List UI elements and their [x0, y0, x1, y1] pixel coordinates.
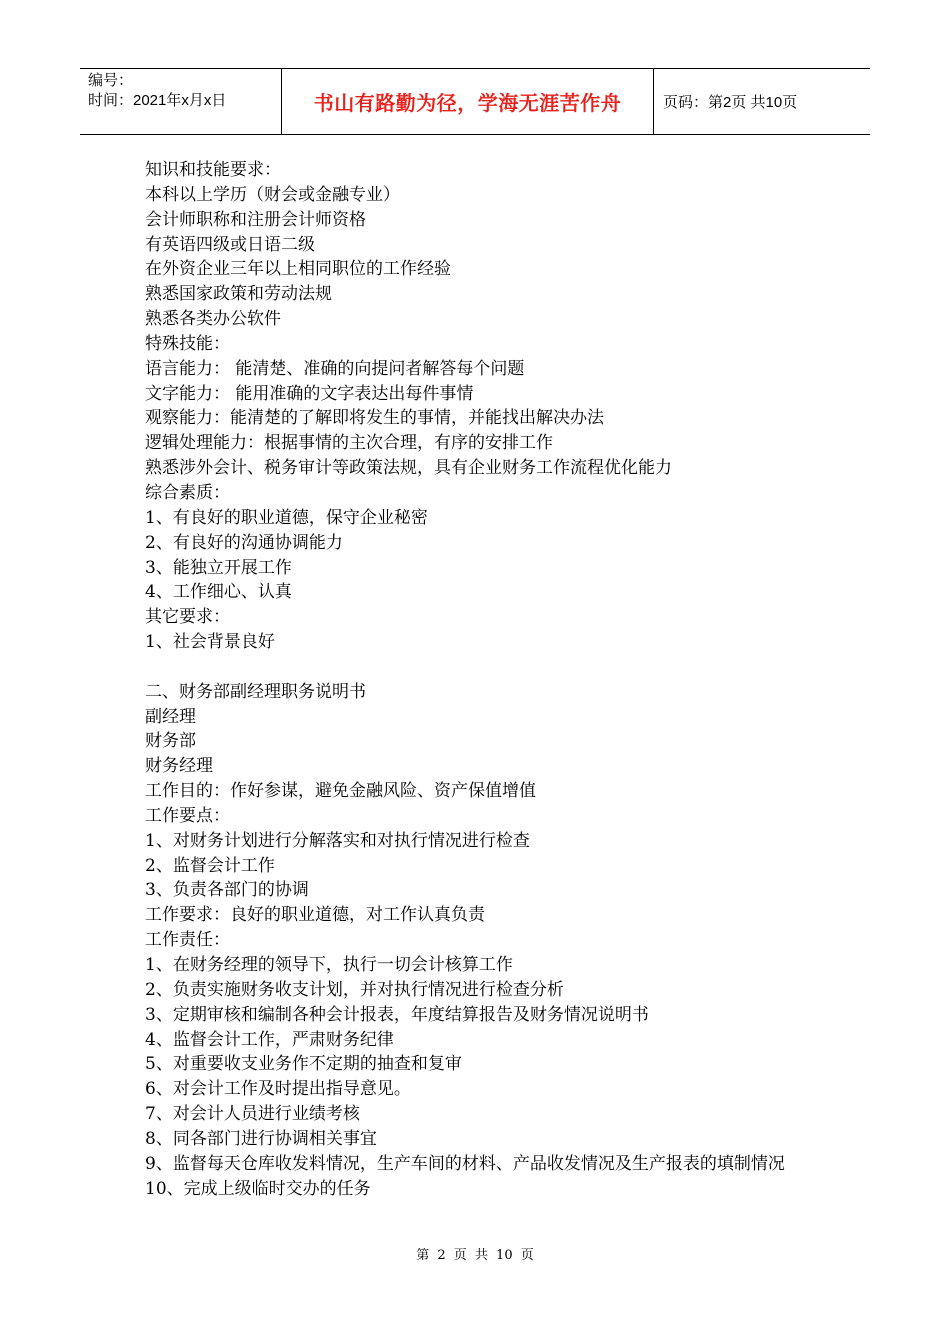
blank-line — [145, 655, 825, 680]
text-line: 3、定期审核和编制各种会计报表，年度结算报告及财务情况说明书 — [145, 1004, 649, 1025]
text-line: 2、有良好的沟通协调能力 — [145, 532, 343, 553]
text-line: 1、有良好的职业道德，保守企业秘密 — [145, 507, 428, 528]
text-line: 特殊技能： — [145, 333, 230, 354]
text-line: 1、对财务计划进行分解落实和对执行情况进行检查 — [145, 830, 530, 851]
text-line: 工作目的：作好参谋，避免金融风险、资产保值增值 — [145, 781, 536, 802]
text-line: 综合素质： — [145, 482, 230, 503]
text-line: 副经理 — [145, 706, 196, 727]
text-line: 工作要点： — [145, 805, 230, 826]
text-line: 工作责任： — [145, 930, 230, 951]
text-line: 财务经理 — [145, 756, 213, 777]
page-header — [80, 68, 870, 135]
text-line: 5、对重要收支业务作不定期的抽查和复审 — [145, 1054, 462, 1075]
text-line: 3、负责各部门的协调 — [145, 880, 309, 901]
text-line: 二、财务部副经理职务说明书 — [145, 681, 366, 702]
text-line: 语言能力： 能清楚、准确的向提问者解答每个问题 — [145, 358, 525, 379]
text-line: 3、能独立开展工作 — [145, 557, 292, 578]
text-line: 4、监督会计工作，严肃财务纪律 — [145, 1029, 394, 1050]
text-line: 熟悉国家政策和劳动法规 — [145, 284, 332, 305]
text-line: 1、社会背景良好 — [145, 632, 275, 653]
header-meta — [80, 69, 282, 134]
header-motto: 书山有路勤为径，学海无涯苦作舟 — [282, 69, 654, 134]
text-line: 2、监督会计工作 — [145, 855, 275, 876]
text-line: 其它要求： — [145, 607, 230, 628]
text-line: 2、负责实施财务收支计划，并对执行情况进行检查分析 — [145, 979, 564, 1000]
text-line: 文字能力： 能用准确的文字表达出每件事情 — [145, 383, 474, 404]
document-body — [145, 158, 825, 1201]
document-number-label: 编号： — [88, 72, 134, 89]
document-time-label: 时间：2021年x月x日 — [88, 92, 227, 109]
text-line: 会计师职称和注册会计师资格 — [145, 209, 366, 230]
text-line: 本科以上学历（财会或金融专业） — [145, 184, 400, 205]
text-line: 1、在财务经理的领导下，执行一切会计核算工作 — [145, 955, 513, 975]
text-line: 9、监督每天仓库收发料情况，生产车间的材料、产品收发情况及生产报表的填制情况 — [145, 1153, 785, 1174]
text-line: 知识和技能要求： — [145, 160, 281, 180]
text-line: 7、对会计人员进行业绩考核 — [145, 1104, 360, 1125]
header-page-info: 页码：第2页 共10页 — [663, 94, 798, 111]
page-footer: 第 2 页 共 10 页 — [416, 1248, 534, 1263]
text-line: 4、工作细心、认真 — [145, 582, 292, 603]
text-line: 8、同各部门进行协调相关事宜 — [145, 1128, 377, 1149]
text-line: 观察能力：能清楚的了解即将发生的事情，并能找出解决办法 — [145, 408, 604, 429]
text-line: 熟悉涉外会计、税务审计等政策法规，具有企业财务工作流程优化能力 — [145, 458, 672, 479]
text-line: 有英语四级或日语二级 — [145, 234, 315, 255]
text-line: 在外资企业三年以上相同职位的工作经验 — [145, 259, 451, 280]
text-line: 10、完成上级临时交办的任务 — [145, 1178, 371, 1199]
text-line: 工作要求：良好的职业道德，对工作认真负责 — [145, 905, 485, 926]
text-line: 逻辑处理能力：根据事情的主次合理，有序的安排工作 — [145, 433, 553, 454]
text-line: 6、对会计工作及时提出指导意见。 — [145, 1079, 411, 1100]
text-line: 财务部 — [145, 731, 196, 752]
text-line: 熟悉各类办公软件 — [145, 309, 281, 330]
